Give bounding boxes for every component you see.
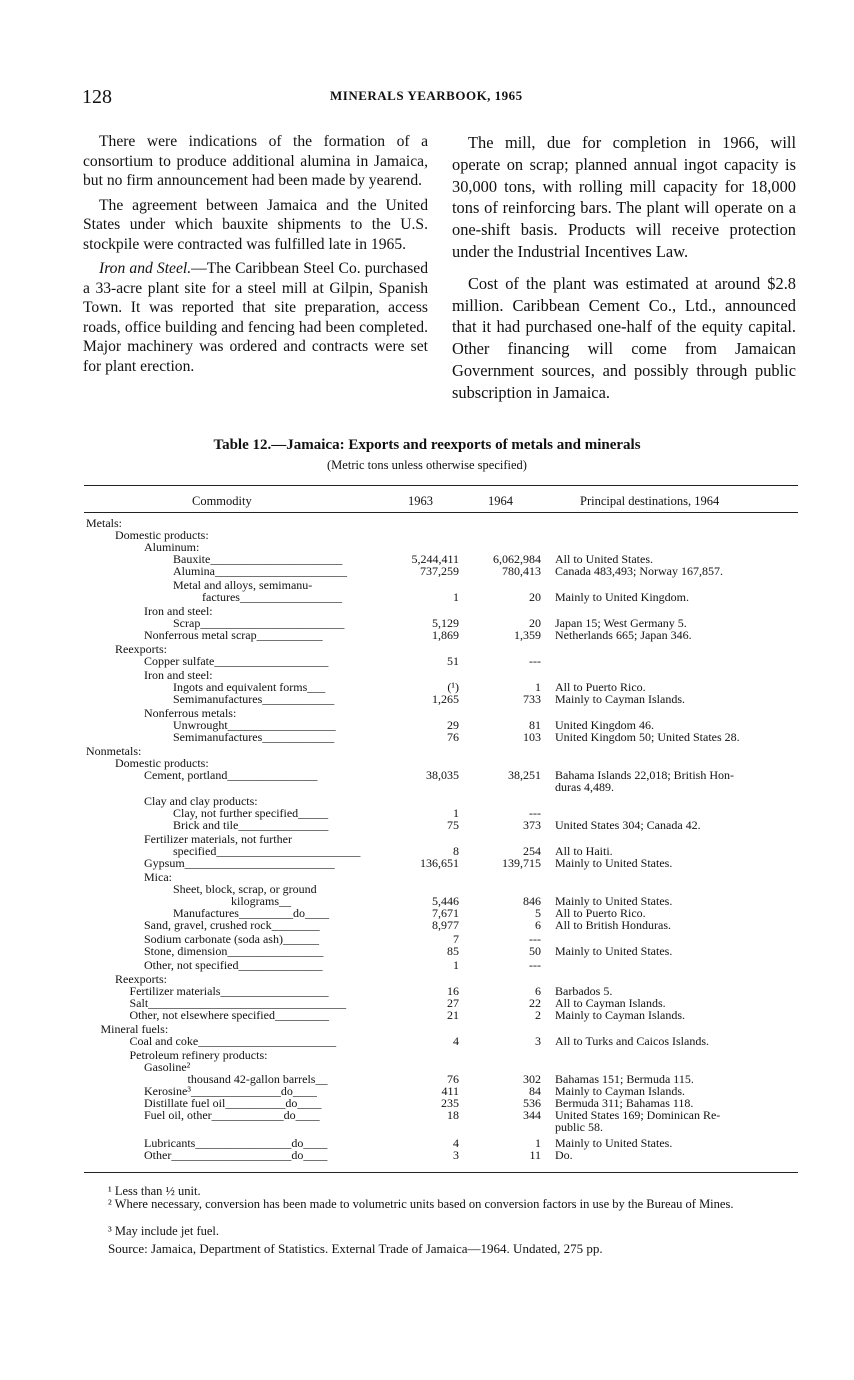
value-1963-cell: 235 (441, 1096, 459, 1110)
column-header-destinations: Principal destinations, 1964 (580, 494, 720, 508)
value-1963-cell: 18 (447, 1108, 459, 1122)
commodity-cell: Sheet, block, scrap, or ground (173, 882, 317, 896)
commodity-cell: Iron and steel: (144, 604, 213, 618)
value-1964-cell: 103 (523, 730, 541, 744)
destination-cell: All to Turks and Caicos Islands. (555, 1034, 710, 1048)
column-header-1963: 1963 (408, 494, 433, 508)
destination-cell: All to Puerto Rico. (555, 906, 646, 920)
value-1964-cell: 11 (529, 1148, 541, 1162)
commodity-cell: Clay and clay products: (144, 794, 258, 808)
commodity-cell: Iron and steel: (144, 668, 213, 682)
page-number: 128 (82, 86, 112, 108)
commodity-cell: Nonferrous metals: (144, 706, 237, 720)
running-title: MINERALS YEARBOOK, 1965 (330, 88, 523, 103)
value-1964-cell: 254 (523, 844, 541, 858)
destination-cell: Mainly to Cayman Islands. (555, 1084, 685, 1098)
value-1963-cell: 76 (447, 1072, 459, 1086)
table-row (0, 1035, 854, 1048)
right-column (452, 132, 796, 404)
commodity-cell: Mica: (144, 870, 172, 884)
value-1963-cell: 1,265 (432, 692, 459, 706)
destination-cell: United Kingdom 46. (555, 718, 654, 732)
footnote-2: ² Where necessary, conversion has been made to volumetric units based on conversion factors in use by the Bureau of Mines. (108, 1197, 734, 1211)
destination-cell: public 58. (555, 1120, 603, 1134)
table-row (0, 1009, 854, 1022)
table-row (0, 565, 854, 578)
footnote-1: ¹ Less than ½ unit. (108, 1184, 201, 1198)
value-1964-cell: 81 (529, 718, 541, 732)
commodity-cell: Scrap________________________ (173, 616, 345, 630)
destination-cell: Mainly to United Kingdom. (555, 590, 689, 604)
commodity-cell: Petroleum refinery products: (129, 1048, 268, 1062)
value-1963-cell: 8,977 (432, 918, 459, 932)
commodity-cell: Fertilizer materials__________________ (129, 984, 329, 998)
left-column (83, 132, 428, 376)
paragraph-stockpile: The agreement between Jamaica and the United States under which bauxite shipments to the U.S. stockpile were contracted was fulfilled late in 1965. (83, 196, 428, 253)
commodity-cell: Nonferrous metal scrap___________ (144, 628, 323, 642)
column-header-1964: 1964 (488, 494, 513, 508)
paragraph-cost: Cost of the plant was estimated at around $2.8 million. Caribbean Cement Co., Ltd., announced that it had purchased one-half of the equity capital. Other financing will come from Jamaican Government sources, and possibly through public subscription in Jamaica. (452, 273, 796, 402)
commodity-cell: Gasoline² (144, 1060, 191, 1074)
iron-steel-heading: Iron and Steel. (99, 260, 192, 277)
commodity-cell: Brick and tile_______________ (173, 818, 329, 832)
table-title: Table 12.—Jamaica: Exports and reexports of metals and minerals (213, 437, 641, 453)
commodity-cell: Domestic products: (115, 756, 209, 770)
commodity-cell: Ingots and equivalent forms___ (173, 680, 326, 694)
value-1963-cell: 75 (447, 818, 459, 832)
commodity-cell: Semimanufactures____________ (173, 730, 335, 744)
value-1964-cell: 5 (535, 906, 541, 920)
commodity-cell: Cement, portland_______________ (144, 768, 318, 782)
destination-cell: duras 4,489. (555, 780, 614, 794)
destination-cell: United Kingdom 50; United States 28. (555, 730, 740, 744)
table-row (0, 945, 854, 958)
value-1964-cell: 6,062,984 (493, 552, 541, 566)
table-row (0, 693, 854, 706)
value-1963-cell: 136,651 (420, 856, 459, 870)
value-1963-cell: (¹) (447, 680, 459, 694)
table-source: Source: Jamaica, Department of Statistics. External Trade of Jamaica—1964. Undated, 275 pp. (108, 1241, 603, 1256)
table-row (0, 919, 854, 932)
commodity-cell: Metal and alloys, semimanu- (173, 578, 313, 592)
commodity-cell: Fuel oil, other____________do____ (144, 1108, 320, 1122)
commodity-cell: Metals: (86, 516, 122, 530)
value-1964-cell: 1 (535, 680, 541, 694)
table-row (0, 781, 854, 794)
table-row (0, 591, 854, 604)
commodity-cell: Domestic products: (115, 528, 209, 542)
value-1963-cell: 4 (453, 1136, 459, 1150)
value-1963-cell: 4 (453, 1034, 459, 1048)
commodity-cell: Reexports: (115, 972, 167, 986)
value-1963-cell: 737,259 (420, 564, 459, 578)
commodity-cell: Kerosine³_______________do____ (144, 1084, 317, 1098)
commodity-cell: Aluminum: (144, 540, 200, 554)
commodity-cell: Salt_________________________________ (129, 996, 347, 1010)
column-header-commodity: Commodity (192, 494, 252, 508)
commodity-cell: thousand 42-gallon barrels__ (187, 1072, 328, 1086)
commodity-cell: Distillate fuel oil__________do____ (144, 1096, 322, 1110)
table-bottom-rule (84, 1172, 798, 1173)
value-1963-cell: 85 (447, 944, 459, 958)
value-1964-cell: 22 (529, 996, 541, 1010)
iron-steel-text: —The Caribbean Steel Co. purchased a 33-acre plant site for a steel mill at Gilpin, Spanish Town. It was reported that site preparation, access roads, office building and fencing had been completed. Major machinery was ordered and contracts were set for plant erection. (83, 260, 428, 375)
value-1964-cell: --- (529, 654, 541, 668)
commodity-cell: Stone, dimension________________ (144, 944, 324, 958)
destination-cell: All to Cayman Islands. (555, 996, 666, 1010)
destination-cell: Mainly to United States. (555, 856, 673, 870)
value-1963-cell: 1 (453, 958, 459, 972)
destination-cell: Netherlands 665; Japan 346. (555, 628, 692, 642)
commodity-cell: Other____________________do____ (144, 1148, 328, 1162)
commodity-cell: Other, not elsewhere specified_________ (129, 1008, 329, 1022)
value-1963-cell: 7 (453, 932, 459, 946)
value-1964-cell: 302 (523, 1072, 541, 1086)
paragraph-consortium: There were indications of the formation of a consortium to produce additional alumina in Jamaica, but no firm announcement had been made by yearend. (83, 133, 428, 189)
destination-cell: Mainly to United States. (555, 894, 673, 908)
commodity-cell: specified________________________ (173, 844, 361, 858)
commodity-cell: Unwrought__________________ (173, 718, 336, 732)
value-1964-cell: 846 (523, 894, 541, 908)
commodity-cell: Sodium carbonate (soda ash)______ (144, 932, 319, 946)
value-1964-cell: 50 (529, 944, 541, 958)
commodity-cell: Mineral fuels: (100, 1022, 169, 1036)
table-row (0, 629, 854, 642)
value-1964-cell: --- (529, 958, 541, 972)
table-top-rule (84, 485, 798, 486)
value-1964-cell: --- (529, 806, 541, 820)
paragraph-mill: The mill, due for completion in 1966, will operate on scrap; planned annual ingot capacity is 30,000 tons, with rolling mill capacity for 18,000 tons of reinforcing bars. The plant will operate on a one-shift basis. Products will receive protection under the Industrial Incentives Law. (452, 133, 796, 261)
value-1963-cell: 27 (447, 996, 459, 1010)
destination-cell: All to United States. (555, 552, 653, 566)
value-1963-cell: 1 (453, 590, 459, 604)
destination-cell: Mainly to Cayman Islands. (555, 692, 685, 706)
value-1964-cell: 2 (535, 1008, 541, 1022)
destination-cell: All to Puerto Rico. (555, 680, 646, 694)
commodity-cell: Nonmetals: (86, 744, 142, 758)
destination-cell: Bahama Islands 22,018; British Hon- (555, 768, 734, 782)
destination-cell: Mainly to Cayman Islands. (555, 1008, 685, 1022)
commodity-cell: Other, not specified______________ (144, 958, 323, 972)
destination-cell: All to British Honduras. (555, 918, 671, 932)
value-1964-cell: 3 (535, 1034, 541, 1048)
value-1963-cell: 5,129 (432, 616, 459, 630)
table-row (0, 959, 854, 972)
value-1964-cell: 373 (523, 818, 541, 832)
commodity-cell: Gypsum_________________________ (144, 856, 335, 870)
value-1963-cell: 3 (453, 1148, 459, 1162)
value-1963-cell: 7,671 (432, 906, 459, 920)
destination-cell: Bahamas 151; Bermuda 115. (555, 1072, 694, 1086)
commodity-cell: Semimanufactures____________ (173, 692, 335, 706)
commodity-cell: Copper sulfate___________________ (144, 654, 329, 668)
destination-cell: United States 169; Dominican Re- (555, 1108, 721, 1122)
destination-cell: Mainly to United States. (555, 1136, 673, 1150)
value-1964-cell: 84 (529, 1084, 541, 1098)
commodity-cell: Fertilizer materials, not further (144, 832, 292, 846)
value-1963-cell: 76 (447, 730, 459, 744)
value-1964-cell: --- (529, 932, 541, 946)
value-1963-cell: 38,035 (426, 768, 459, 782)
value-1964-cell: 6 (535, 984, 541, 998)
value-1964-cell: 20 (529, 616, 541, 630)
commodity-cell: Reexports: (115, 642, 167, 656)
value-1964-cell: 733 (523, 692, 541, 706)
destination-cell: Do. (555, 1148, 573, 1162)
commodity-cell: Coal and coke_______________________ (129, 1034, 337, 1048)
value-1964-cell: 20 (529, 590, 541, 604)
value-1963-cell: 1,869 (432, 628, 459, 642)
value-1963-cell: 16 (447, 984, 459, 998)
table-row (0, 819, 854, 832)
value-1964-cell: 780,413 (502, 564, 541, 578)
table-row (0, 1121, 854, 1134)
table-row (0, 731, 854, 744)
destination-cell: Canada 483,493; Norway 167,857. (555, 564, 723, 578)
table-row (0, 1149, 854, 1162)
value-1964-cell: 6 (535, 918, 541, 932)
destination-cell: United States 304; Canada 42. (555, 818, 701, 832)
footnote-3: ³ May include jet fuel. (108, 1224, 220, 1238)
destination-cell: All to Haiti. (555, 844, 613, 858)
commodity-cell: Clay, not further specified_____ (173, 806, 329, 820)
commodity-cell: Manufactures_________do____ (173, 906, 329, 920)
value-1963-cell: 51 (447, 654, 459, 668)
table-header-rule (84, 512, 798, 513)
value-1963-cell: 1 (453, 806, 459, 820)
value-1963-cell: 411 (441, 1084, 459, 1098)
commodity-cell: kilograms__ (231, 894, 291, 908)
value-1964-cell: 139,715 (502, 856, 541, 870)
destination-cell: Bermuda 311; Bahamas 118. (555, 1096, 694, 1110)
value-1963-cell: 21 (447, 1008, 459, 1022)
destination-cell: Mainly to United States. (555, 944, 673, 958)
destination-cell: Japan 15; West Germany 5. (555, 616, 687, 630)
value-1963-cell: 29 (447, 718, 459, 732)
value-1964-cell: 1,359 (514, 628, 541, 642)
paragraph-iron-steel (83, 259, 428, 376)
commodity-cell: factures_________________ (202, 590, 342, 604)
value-1963-cell: 5,244,411 (411, 552, 459, 566)
commodity-cell: Lubricants________________do____ (144, 1136, 328, 1150)
value-1963-cell: 5,446 (432, 894, 459, 908)
table-row (0, 857, 854, 870)
commodity-cell: Alumina______________________ (173, 564, 347, 578)
table-subtitle: (Metric tons unless otherwise specified) (327, 458, 527, 472)
value-1964-cell: 1 (535, 1136, 541, 1150)
value-1964-cell: 536 (523, 1096, 541, 1110)
commodity-cell: Bauxite______________________ (173, 552, 343, 566)
value-1964-cell: 38,251 (508, 768, 541, 782)
table-row (0, 655, 854, 668)
value-1963-cell: 8 (453, 844, 459, 858)
commodity-cell: Sand, gravel, crushed rock________ (144, 918, 320, 932)
destination-cell: Barbados 5. (555, 984, 613, 998)
value-1964-cell: 344 (523, 1108, 541, 1122)
